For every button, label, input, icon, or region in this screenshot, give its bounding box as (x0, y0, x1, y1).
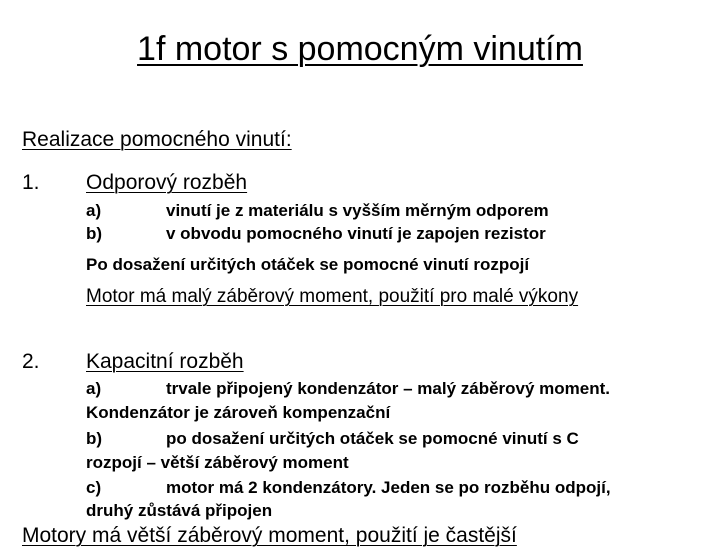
item1-number: 1. (22, 171, 40, 194)
item2-a-line1: trvale připojený kondenzátor – malý záběrový moment. (166, 379, 611, 398)
item2-b-line1: po dosažení určitých otáček se pomocné vinutí s C (166, 429, 579, 448)
item2-c-line2: druhý zůstává připojen (86, 501, 273, 520)
item2-a-letter: a) (86, 379, 102, 398)
item2-number: 2. (22, 350, 40, 373)
item2-b-letter: b) (86, 429, 103, 448)
item2-b-line2: rozpojí – větší záběrový moment (86, 453, 349, 472)
item1-a-letter: a) (86, 201, 102, 220)
section-heading: Realizace pomocného vinutí: (22, 128, 292, 151)
item1-summary: Motor má malý záběrový moment, použití pro malé výkony (86, 286, 579, 307)
item2-summary: Motory má větší záběrový moment, použití je častější (22, 524, 517, 547)
item1-b-text: v obvodu pomocného vinutí je zapojen rezistor (166, 224, 546, 243)
slide-title (0, 30, 720, 69)
item2-c-line1: motor má 2 kondenzátory. Jeden se po rozběhu odpojí, (166, 478, 611, 497)
item2-heading: Kapacitní rozběh (86, 350, 244, 373)
item2-c-letter: c) (86, 478, 102, 497)
item1-b-letter: b) (86, 224, 103, 243)
item1-note: Po dosažení určitých otáček se pomocné vinutí rozpojí (86, 255, 530, 274)
item2-a-line2: Kondenzátor je zároveň kompenzační (86, 403, 391, 422)
item1-heading: Odporový rozběh (86, 171, 248, 194)
slide-title-text: 1f motor s pomocným vinutím (137, 30, 583, 68)
item1-a-text: vinutí je z materiálu s vyšším měrným odporem (166, 201, 549, 220)
